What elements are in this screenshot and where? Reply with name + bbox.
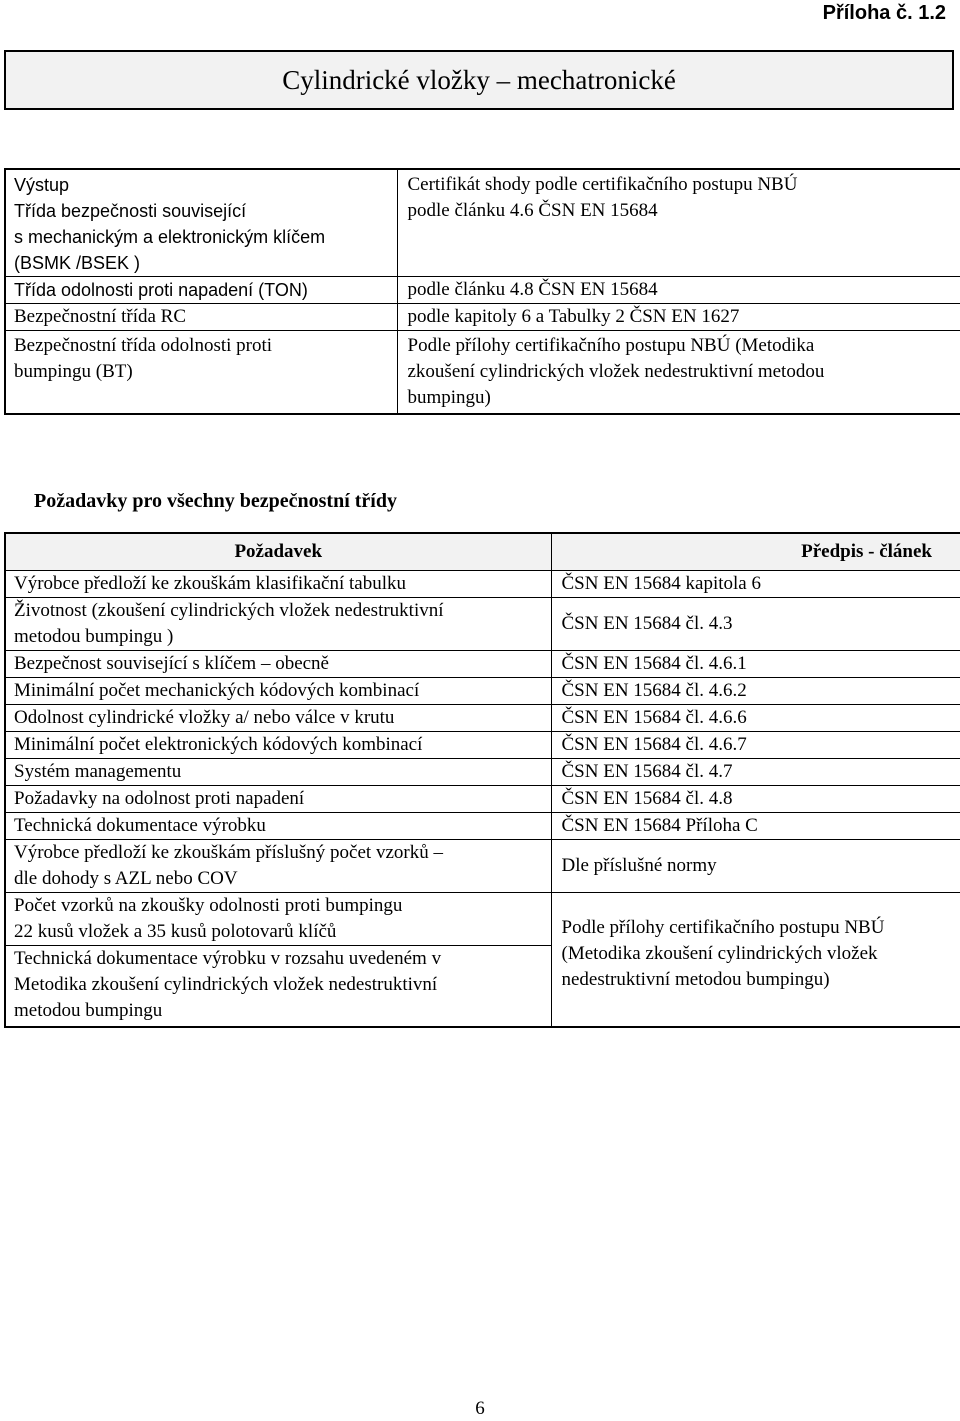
spec-label: Bezpečnostní třída RC [5,304,397,331]
reference-cell: ČSN EN 15684 čl. 4.6.2 [551,678,960,705]
table-row [5,678,960,705]
requirement-cell: Technická dokumentace výrobku [5,813,551,840]
table-row [5,840,960,893]
spec-value-line: zkoušení cylindrických vložek nedestruktivní metodou [407,361,825,382]
section-heading: Požadavky pro všechny bezpečnostní třídy [34,490,397,512]
requirement-cell: Minimální počet elektronických kódových kombinací [5,732,551,759]
requirement-line: Výrobce předloží ke zkouškám příslušný počet vzorků – [14,842,443,863]
spec-value-line: Podle přílohy certifikačního postupu NBÚ (Metodika [407,335,815,356]
spec-label-line: Výstup [14,175,70,195]
requirement-line: dle dohody s AZL nebo COV [14,868,238,889]
table-row [5,598,960,651]
requirement-line: Metodika zkoušení cylindrických vložek nedestruktivní [14,974,438,995]
spec-value-line: podle článku 4.6 ČSN EN 15684 [407,200,658,221]
spec-value-line: Certifikát shody podle certifikačního postupu NBÚ [407,174,798,195]
reference-line: (Metodika zkoušení cylindrických vložek [561,943,878,964]
table-row [5,893,960,946]
requirement-cell: Výrobce předloží ke zkouškám klasifikační tabulku [5,571,551,598]
reference-cell: ČSN EN 15684 čl. 4.7 [551,759,960,786]
reference-cell-merged [551,893,960,1028]
spec-value: podle kapitoly 6 a Tabulky 2 ČSN EN 1627 [397,304,960,331]
requirement-line: Životnost (zkoušení cylindrických vložek nedestruktivní [14,600,444,621]
requirement-cell: Minimální počet mechanických kódových kombinací [5,678,551,705]
table-row [5,813,960,840]
requirement-cell: Systém managementu [5,759,551,786]
page-number: 6 [475,1398,485,1419]
reference-cell: ČSN EN 15684 Příloha C [551,813,960,840]
spec-label-line: Bezpečnostní třída odolnosti proti [14,335,273,356]
requirement-line: Počet vzorků na zkoušky odolnosti proti bumpingu [14,895,403,916]
spec-row [5,304,960,331]
requirements-table [4,532,960,1028]
title-box [4,50,954,110]
table-header-row [5,533,960,571]
spec-label [5,169,397,277]
spec-value [397,169,960,277]
requirement-cell [5,946,551,1028]
reference-cell: ČSN EN 15684 čl. 4.6.7 [551,732,960,759]
table-row [5,651,960,678]
reference-line: nedestruktivní metodou bumpingu) [561,969,830,990]
table-row [5,705,960,732]
spec-value-line: bumpingu) [407,387,491,408]
spec-row [5,331,960,415]
reference-cell: ČSN EN 15684 čl. 4.6.6 [551,705,960,732]
spec-value [397,331,960,415]
requirement-cell [5,840,551,893]
document-title: Cylindrické vložky – mechatronické [282,64,676,95]
reference-cell: ČSN EN 15684 čl. 4.6.1 [551,651,960,678]
column-header-reference: Předpis - článek [551,533,960,571]
requirement-cell: Požadavky na odolnost proti napadení [5,786,551,813]
reference-cell: Dle příslušné normy [551,840,960,893]
spec-label-line: (BSMK /BSEK ) [14,253,141,273]
reference-line: Podle přílohy certifikačního postupu NBÚ [561,917,885,938]
reference-cell: ČSN EN 15684 čl. 4.3 [551,598,960,651]
spec-label-line: Třída bezpečnosti související [14,201,247,221]
reference-cell: ČSN EN 15684 kapitola 6 [551,571,960,598]
spec-label-line: bumpingu (BT) [14,361,133,382]
spec-row [5,277,960,304]
spec-label [5,331,397,415]
spec-value: podle článku 4.8 ČSN EN 15684 [397,277,960,304]
table-row [5,571,960,598]
requirement-cell [5,598,551,651]
spec-label: Třída odolnosti proti napadení (TON) [5,277,397,304]
annex-label: Příloha č. 1.2 [822,2,946,24]
table-row [5,759,960,786]
spec-row [5,169,960,277]
requirement-cell: Odolnost cylindrické vložky a/ nebo válce v krutu [5,705,551,732]
requirement-line: metodou bumpingu ) [14,626,174,647]
spec-table [4,168,960,415]
requirement-line: 22 kusů vložek a 35 kusů polotovarů klíčů [14,921,337,942]
requirement-cell [5,893,551,946]
reference-cell: ČSN EN 15684 čl. 4.8 [551,786,960,813]
requirement-cell: Bezpečnost související s klíčem – obecně [5,651,551,678]
table-row [5,732,960,759]
spec-label-line: s mechanickým a elektronickým klíčem [14,227,326,247]
table-row [5,786,960,813]
column-header-requirement: Požadavek [5,533,551,571]
requirement-line: metodou bumpingu [14,1000,163,1021]
requirement-line: Technická dokumentace výrobku v rozsahu uvedeném v [14,948,442,969]
